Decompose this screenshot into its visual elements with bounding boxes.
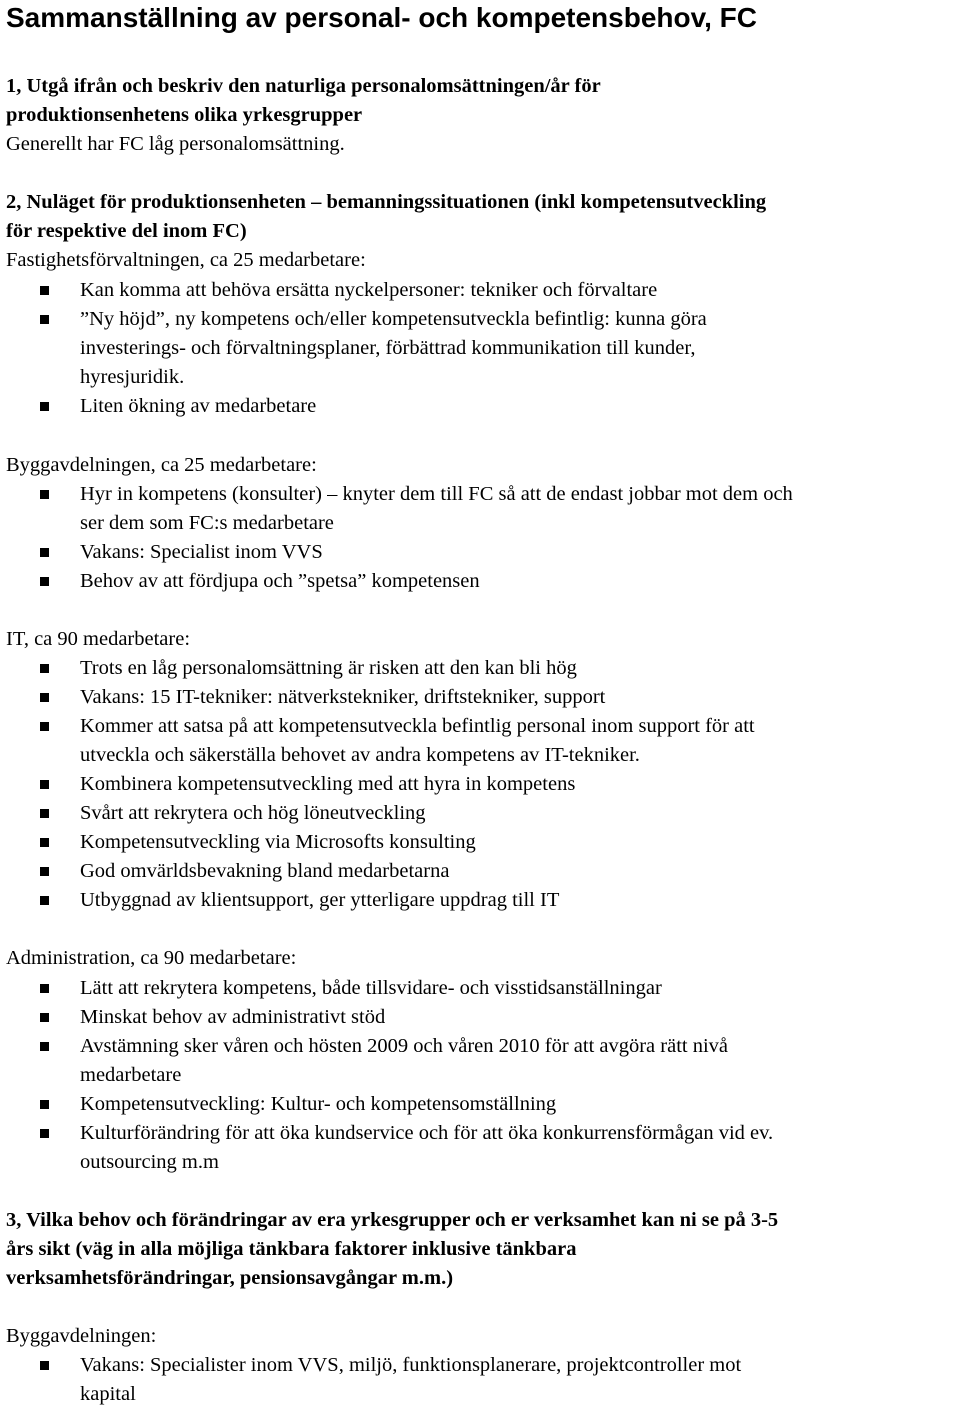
bullet-icon — [40, 1129, 49, 1138]
bullet-icon — [40, 809, 49, 818]
bullet-icon — [40, 577, 49, 586]
q3-heading-line-3: verksamhetsförändringar, pensionsavgångar m.m.) — [6, 1267, 454, 1289]
list-item-line: Kompetensutveckling: Kultur- och kompetensomställning — [80, 1093, 557, 1115]
bullet-icon — [40, 722, 49, 731]
list-item-line: medarbetare — [80, 1064, 182, 1086]
list-item-line: Kulturförändring för att öka kundservice och för att öka konkurrensförmågan vid ev. — [80, 1122, 774, 1144]
list-item-line: ”Ny höjd”, ny kompetens och/eller kompetensutveckla befintlig: kunna göra — [80, 308, 707, 330]
list-item-line: Liten ökning av medarbetare — [80, 395, 317, 417]
bullet-icon — [40, 402, 49, 411]
section-heading-fastighet: Fastighetsförvaltningen, ca 25 medarbetare: — [6, 249, 366, 271]
list-item-line: God omvärldsbevakning bland medarbetarna — [80, 860, 450, 882]
list-item-line: Minskat behov av administrativt stöd — [80, 1006, 386, 1028]
bullet-icon — [40, 780, 49, 789]
list-item-line: Trots en låg personalomsättning är risken att den kan bli hög — [80, 657, 577, 679]
bullet-icon — [40, 664, 49, 673]
list-item-line: Kommer att satsa på att kompetensutveckla befintlig personal inom support för att — [80, 715, 755, 737]
bullet-icon — [40, 984, 49, 993]
list-item-line: Behov av att fördjupa och ”spetsa” kompetensen — [80, 570, 480, 592]
q1-heading-line-2: produktionsenhetens olika yrkesgrupper — [6, 104, 363, 126]
list-item-line: Vakans: Specialister inom VVS, miljö, funktionsplanerare, projektcontroller mot — [80, 1354, 742, 1376]
list-item-line: Svårt att rekrytera och hög löneutveckling — [80, 802, 426, 824]
q3-heading-line-1: 3, Vilka behov och förändringar av era yrkesgrupper och er verksamhet kan ni se på 3-5 — [6, 1209, 779, 1231]
bullet-icon — [40, 490, 49, 499]
document-title: Sammanställning av personal- och kompetensbehov, FC — [6, 2, 757, 33]
list-item-line: utveckla och säkerställa behovet av andra kompetens av IT-tekniker. — [80, 744, 640, 766]
q2-heading-line-1: 2, Nuläget för produktionsenheten – bemanningssituationen (inkl kompetensutveckling — [6, 191, 767, 213]
section-heading-bygg: Byggavdelningen, ca 25 medarbetare: — [6, 454, 317, 476]
bullet-icon — [40, 896, 49, 905]
list-item-line: Kan komma att behöva ersätta nyckelpersoner: tekniker och förvaltare — [80, 279, 658, 301]
list-item-line: Lätt att rekrytera kompetens, både tillsvidare- och visstidsanställningar — [80, 977, 662, 999]
bullet-icon — [40, 693, 49, 702]
list-item-line: ser dem som FC:s medarbetare — [80, 512, 334, 534]
bullet-icon — [40, 1100, 49, 1109]
section-heading-bygg-q3: Byggavdelningen: — [6, 1325, 157, 1347]
bullet-icon — [40, 1361, 49, 1370]
list-item-line: Utbyggnad av klientsupport, ger ytterligare uppdrag till IT — [80, 889, 560, 911]
list-item-line: Kombinera kompetensutveckling med att hyra in kompetens — [80, 773, 576, 795]
list-item-line: hyresjuridik. — [80, 366, 185, 388]
list-item-line: Kompetensutveckling via Microsofts konsulting — [80, 831, 476, 853]
q1-heading-line-1: 1, Utgå ifrån och beskriv den naturliga personalomsättningen/år för — [6, 75, 601, 97]
bullet-icon — [40, 1013, 49, 1022]
q1-answer: Generellt har FC låg personalomsättning. — [6, 133, 345, 155]
section-heading-it: IT, ca 90 medarbetare: — [6, 628, 191, 650]
list-item-line: Avstämning sker våren och hösten 2009 och våren 2010 för att avgöra rätt nivå — [80, 1035, 729, 1057]
list-item-line: Hyr in kompetens (konsulter) – knyter dem till FC så att de endast jobbar mot dem och — [80, 483, 793, 505]
list-item-line: investerings- och förvaltningsplaner, förbättrad kommunikation till kunder, — [80, 337, 696, 359]
section-heading-admin: Administration, ca 90 medarbetare: — [6, 947, 297, 969]
q3-heading-line-2: års sikt (väg in alla möjliga tänkbara faktorer inklusive tänkbara — [6, 1238, 577, 1260]
bullet-icon — [40, 867, 49, 876]
list-item-line: Vakans: 15 IT-tekniker: nätverkstekniker, driftstekniker, support — [80, 686, 606, 708]
q2-heading-line-2: för respektive del inom FC) — [6, 220, 247, 242]
list-item-line: outsourcing m.m — [80, 1151, 219, 1173]
list-item-line: kapital — [80, 1383, 136, 1405]
bullet-icon — [40, 548, 49, 557]
bullet-icon — [40, 315, 49, 324]
bullet-icon — [40, 838, 49, 847]
bullet-icon — [40, 286, 49, 295]
bullet-icon — [40, 1042, 49, 1051]
list-item-line: Vakans: Specialist inom VVS — [80, 541, 323, 563]
